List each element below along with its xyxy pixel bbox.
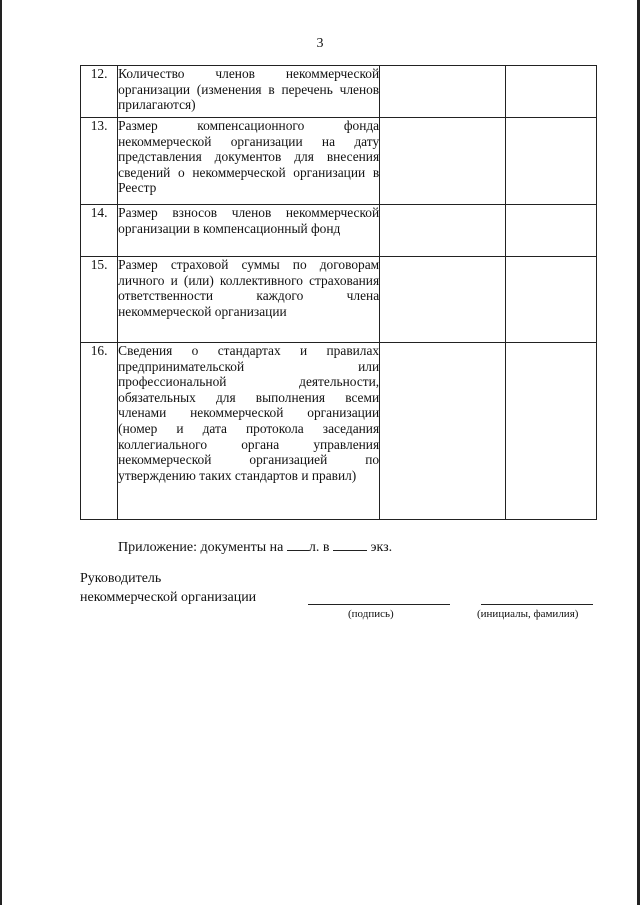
row-number: 15. [81, 257, 118, 343]
attachment-suffix: экз. [370, 540, 393, 555]
table-row [81, 257, 597, 343]
attachment-line [118, 538, 392, 556]
table-row [81, 66, 597, 118]
row-value-2[interactable] [505, 118, 596, 205]
row-value-2[interactable] [505, 205, 596, 257]
row-number: 12. [81, 66, 118, 118]
page-number: 3 [316, 36, 324, 51]
copies-count-blank[interactable] [333, 538, 367, 551]
row-value-1[interactable] [380, 118, 505, 205]
row-value-1[interactable] [380, 66, 505, 118]
attachment-middle: л. в [308, 540, 330, 555]
row-label: Размер компенсационного фонда некоммерческой организации на дату представления документов для внесения сведений о некоммерческой организации в Реестр [118, 118, 380, 205]
row-value-1[interactable] [380, 257, 505, 343]
row-label: Размер взносов членов некоммерческой организации в компенсационный фонд [118, 205, 380, 257]
signature-line[interactable] [308, 604, 450, 605]
row-value-1[interactable] [380, 343, 505, 520]
head-title: Руководитель [80, 571, 162, 586]
head-organization: некоммерческой организации [80, 590, 257, 605]
info-table [80, 65, 597, 520]
table-row [81, 118, 597, 205]
table-row [81, 205, 597, 257]
row-number: 16. [81, 343, 118, 520]
attachment-prefix: Приложение: документы на [118, 540, 284, 555]
scan-edge-left [0, 0, 2, 905]
row-label: Размер страховой суммы по договорам личного и (или) коллективного страхования ответственности каждого члена некоммерческой организации [118, 257, 380, 343]
row-label: Сведения о стандартах и правилах предпринимательской или профессиональной деятельности, обязательных для выполнения всеми членами некоммерческой организации (номер и дата протокола заседания коллегиального органа управления некоммерческой организацией по утверждению таких стандартов и правил) [118, 343, 380, 520]
table-row [81, 343, 597, 520]
name-caption: (инициалы, фамилия) [477, 608, 579, 620]
pages-count-blank[interactable] [287, 538, 309, 551]
signature-caption: (подпись) [348, 608, 394, 620]
row-number: 13. [81, 118, 118, 205]
row-value-2[interactable] [505, 343, 596, 520]
row-number: 14. [81, 205, 118, 257]
row-value-2[interactable] [505, 66, 596, 118]
row-value-2[interactable] [505, 257, 596, 343]
row-value-1[interactable] [380, 205, 505, 257]
row-label: Количество членов некоммерческой организации (изменения в перечень членов прилагаются) [118, 66, 380, 118]
name-line[interactable] [481, 604, 593, 605]
